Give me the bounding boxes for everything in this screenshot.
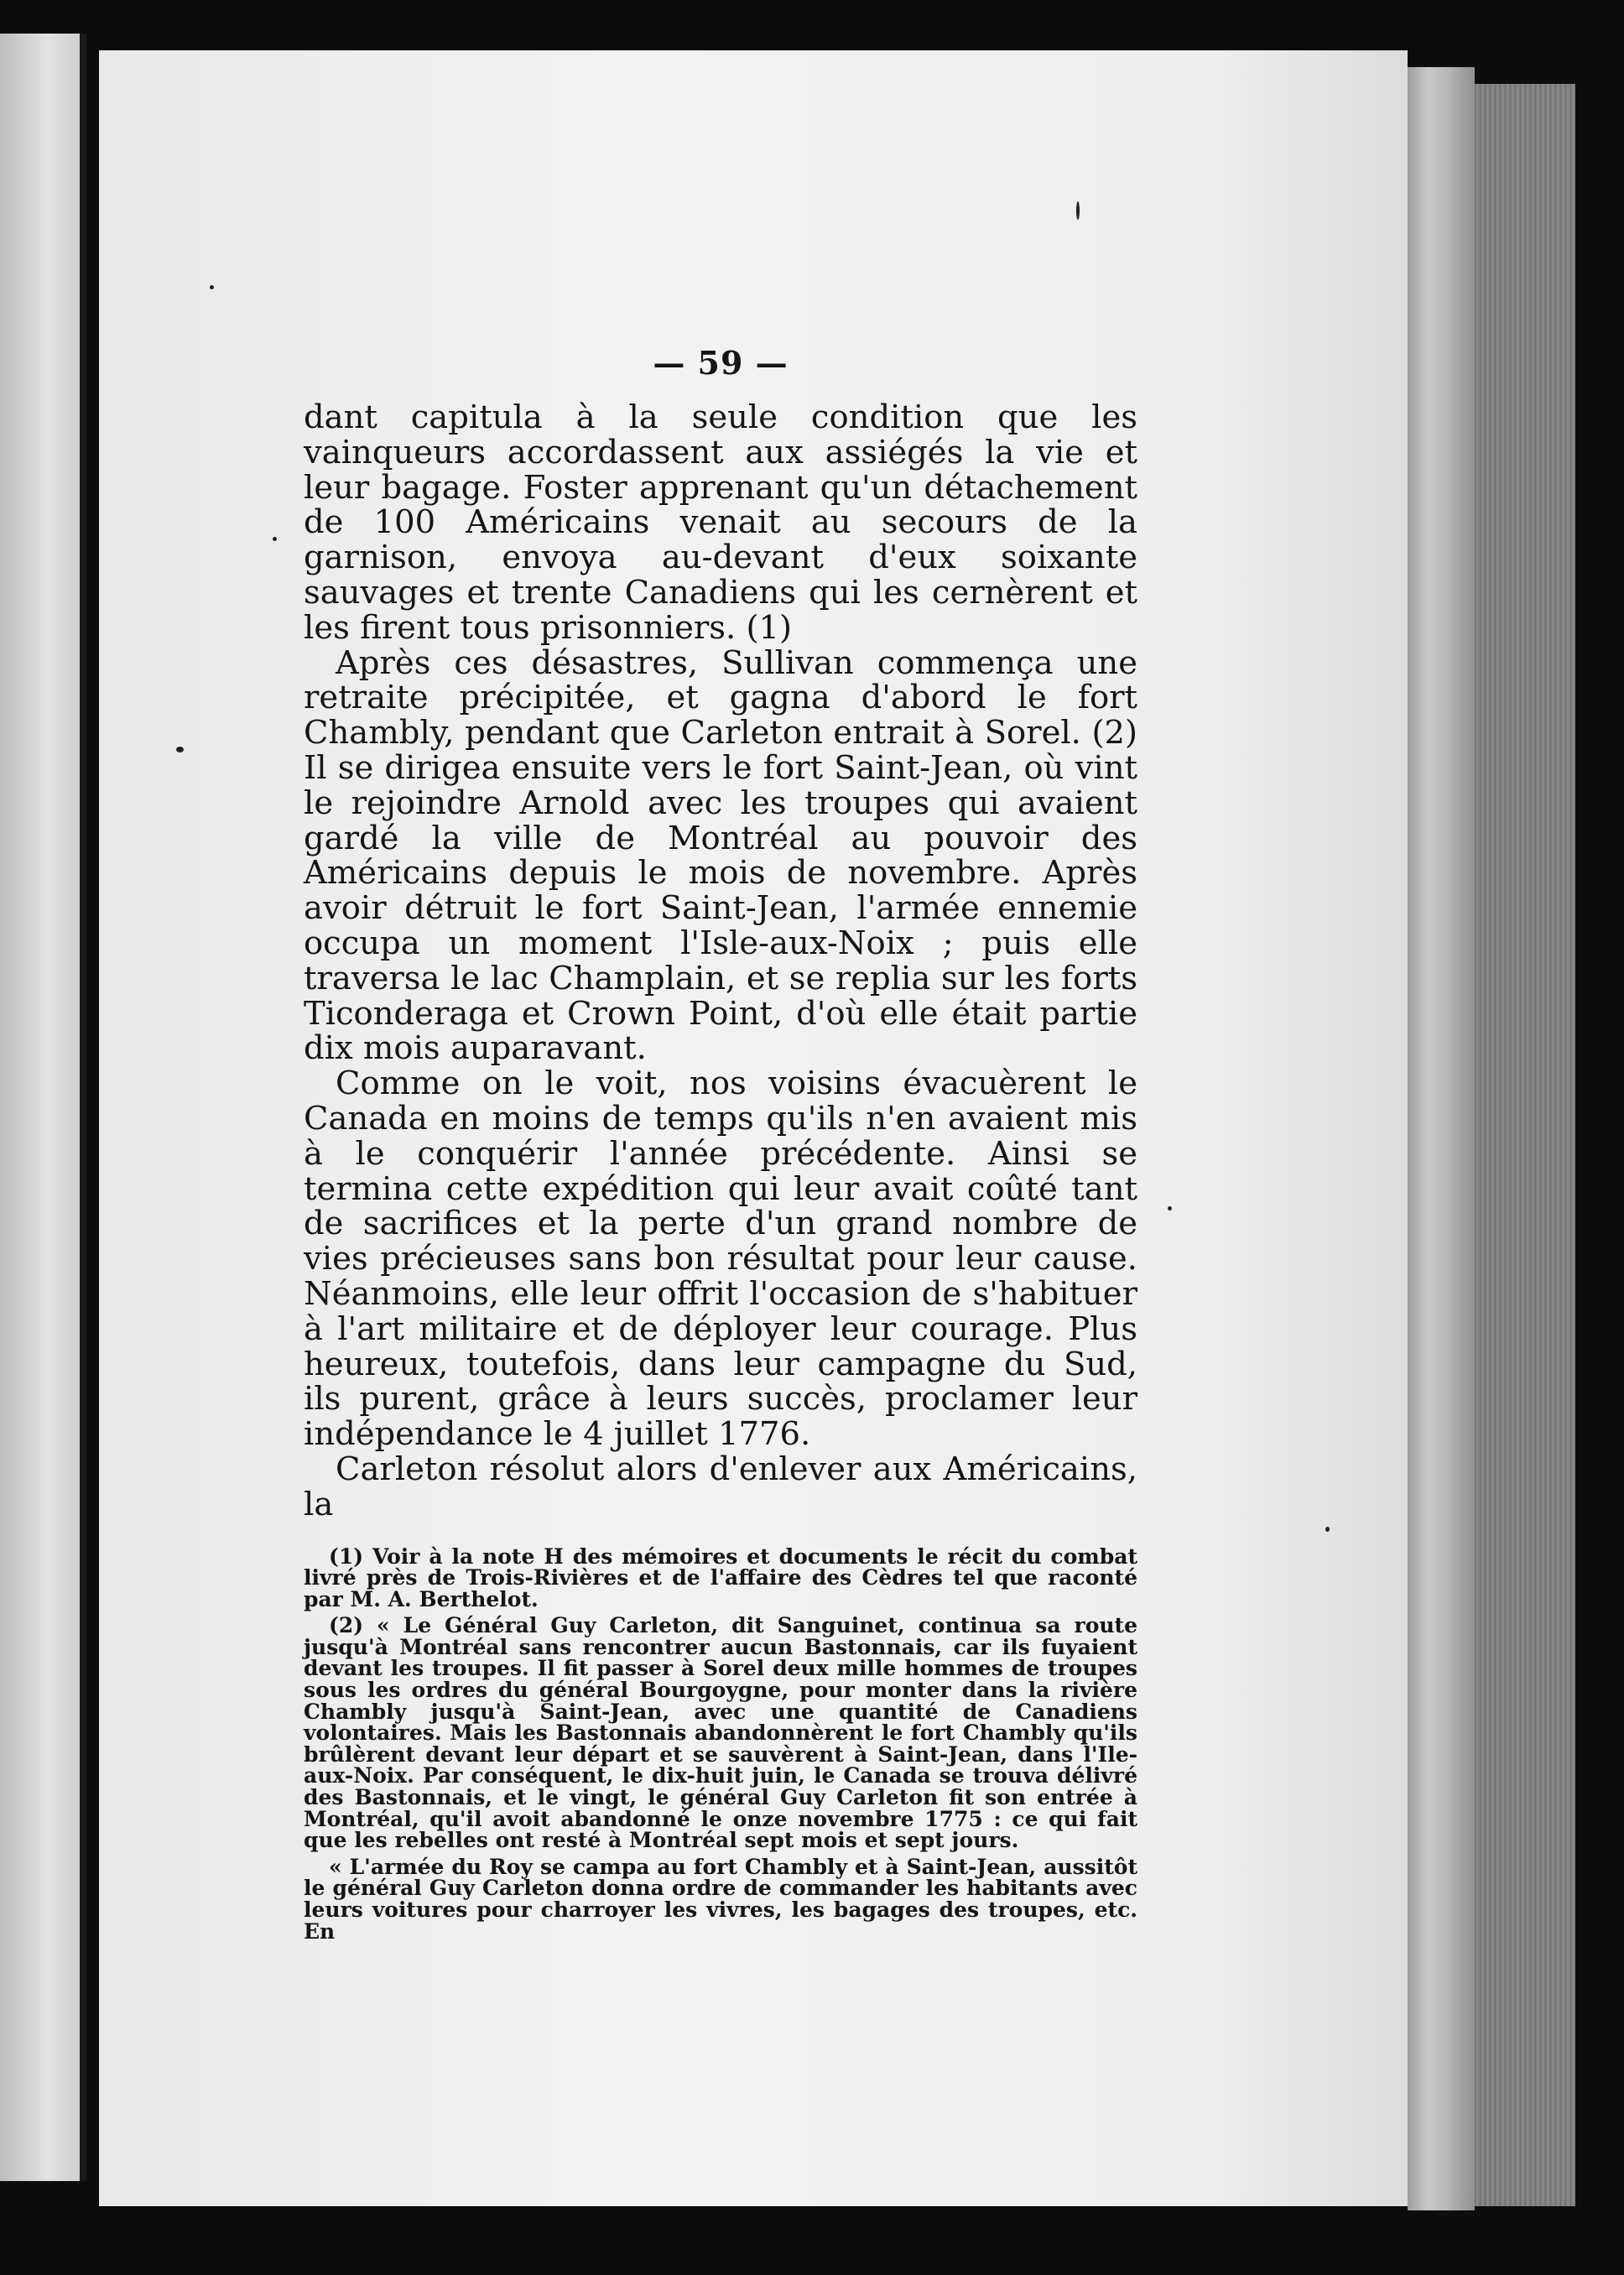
paper-speck: [210, 285, 214, 289]
body-paragraph-3: Comme on le voit, nos voisins évacuèrent le Canada en moins de temps qu'ils n'en avaient mis à le conquérir l'année précédente. Ainsi se termina cette expédition qui leur avait coûté tant de sacrifices et la perte d'un grand nombre de vies précieuses sans bon résultat pour leur cause. Néanmoins, elle leur offrit l'occasion de s'habituer à l'art militaire et de déployer leur courage. Plus heureux, toutefois, dans leur campagne du Sud, ils purent, grâce à leurs succès, proclamer leur indépendance le 4 juillet 1776.: [304, 1065, 1137, 1454]
paper-speck: [176, 747, 184, 752]
body-paragraph-4: Carleton résolut alors d'enlever aux Américains, la: [304, 1450, 1137, 1523]
paper-speck: [273, 537, 277, 541]
page-number: — 59 —: [653, 344, 789, 382]
left-page-edge: [0, 34, 86, 2181]
footnote-1: (1) Voir à la note H des mémoires et documents le récit du combat livré près de Trois-Rivières et de l'affaire des Cèdres tel que raconté par M. A. Berthelot.: [304, 1544, 1137, 1611]
page-stack-edge: [1408, 67, 1475, 2210]
footnote-2: (2) « Le Général Guy Carleton, dit Sanguinet, continua sa route jusqu'à Montréal sans rencontrer aucun Bastonnais, car ils fuyaient devant les troupes. Il fit passer à Sorel deux mille hommes de troupes sous les ordres du général Bourgoygne, pour monter dans la rivière Chambly jusqu'à Saint-Jean, avec une quantité de Canadiens volontaires. Mais les Bastonnais abandonnèrent le fort Chambly qu'ils brûlèrent devant leur départ et se sauvèrent à Saint-Jean, dans l'Ile-aux-Noix. Par conséquent, le dix-huit juin, le Canada se trouva délivré des Bastonnais, et le vingt, le général Guy Carleton fit son entrée à Montréal, qu'il avoit abandonné le onze novembre 1775 : ce qui fait que les rebelles ont resté à Montréal sept mois et sept jours.: [304, 1613, 1137, 1853]
paper-speck: [1325, 1527, 1330, 1532]
paper-speck: [1168, 1206, 1172, 1210]
paper-speck: [1076, 201, 1080, 220]
body-paragraph-1: dant capitula à la seule condition que les vainqueurs accordassent aux assiégés la vie et leur bagage. Foster apprenant qu'un détachement de 100 Américains venait au secours de la garnison, envoya au-devant d'eux soixante sauvages et trente Canadiens qui les cernèrent et les firent tous prisonniers. (1): [304, 398, 1137, 647]
text-block: [304, 344, 1137, 1947]
body-paragraph-2: Après ces désastres, Sullivan commença une retraite précipitée, et gagna d'abord le fort Chambly, pendant que Carleton entrait à Sorel. (2) Il se dirigea ensuite vers le fort Saint-Jean, où vint le rejoindre Arnold avec les troupes qui avaient gardé la ville de Montréal au pouvoir des Américains depuis le mois de novembre. Après avoir détruit le fort Saint-Jean, l'armée ennemie occupa un moment l'Isle-aux-Noix ; puis elle traversa le lac Champlain, et se replia sur les forts Ticonderaga et Crown Point, d'où elle était partie dix mois auparavant.: [304, 643, 1137, 1068]
footnotes: [304, 1546, 1137, 1943]
footnote-2-continuation: « L'armée du Roy se campa au fort Chambly et à Saint-Jean, aussitôt le général Guy Carleton donna ordre de commander les habitants avec leurs voitures pour charroyer les vivres, les bagages des troupes, etc. En: [304, 1854, 1137, 1944]
book-cover-edge: [1475, 84, 1575, 2206]
